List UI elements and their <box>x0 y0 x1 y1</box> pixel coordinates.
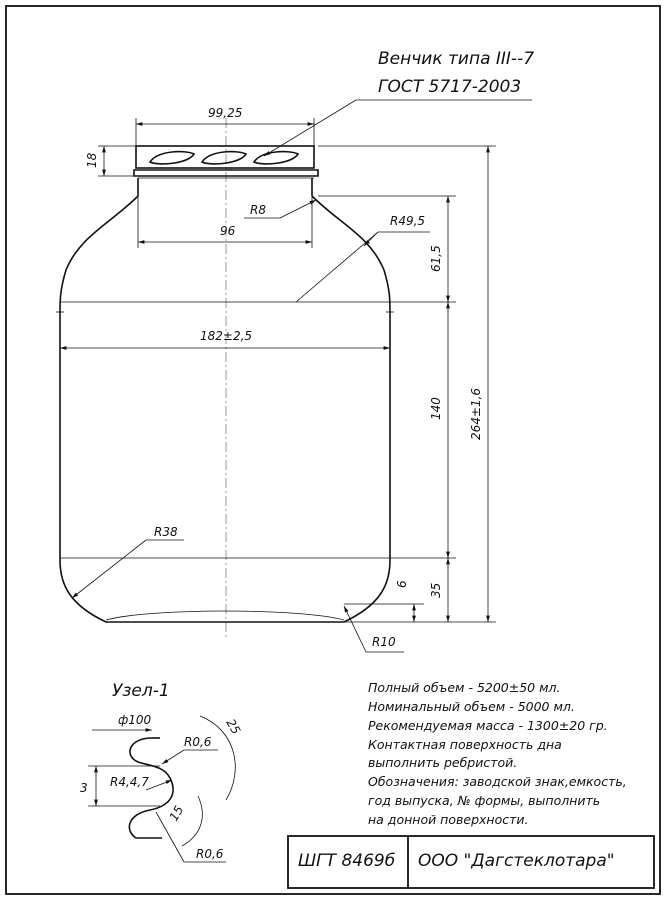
detail-radius-bottom: R0,6 <box>196 847 224 861</box>
detail-radius-mid: R4,4,7 <box>110 775 149 789</box>
detail-angle-top: 25 <box>223 716 244 737</box>
label-body-diameter: 182±2,5 <box>200 329 253 343</box>
stamp-company: ООО "Дагстеклотара" <box>418 851 615 871</box>
label-neck-outer: 99,25 <box>208 106 243 120</box>
dim-shoulder-height <box>429 196 448 302</box>
note-line-7: год выпуска, № формы, выполнить <box>368 793 601 808</box>
label-total-height: 264±1,6 <box>469 387 483 440</box>
dim-bottom-small-height <box>395 580 414 622</box>
dim-total-height <box>469 146 488 622</box>
dim-bottom-height <box>429 558 448 622</box>
drawing-frame <box>6 6 660 894</box>
note-line-2: Номинальный объем - 5000 мл. <box>368 699 575 714</box>
note-line-1: Полный объем - 5200±50 мл. <box>368 680 561 695</box>
dim-shoulder-radius-small <box>244 200 316 218</box>
detail-title: Узел-1 <box>112 681 170 701</box>
detail-height: 3 <box>80 781 88 795</box>
detail-radius-top: R0,6 <box>184 735 212 749</box>
title-stamp <box>288 836 654 888</box>
jar-outline <box>56 146 394 622</box>
label-body-height: 140 <box>429 397 443 420</box>
note-line-4: Контактная поверхность дна <box>368 737 562 752</box>
dim-shoulder-radius-big <box>296 214 430 302</box>
title-line-1: Венчик типа III--7 <box>378 49 535 69</box>
label-neck-height: 18 <box>85 152 99 168</box>
dim-body-height <box>429 302 448 558</box>
note-line-5: выполнить ребристой. <box>368 755 518 770</box>
dim-body-diameter <box>60 329 390 348</box>
note-line-3: Рекомендуемая масса - 1300±20 гр. <box>368 718 608 733</box>
note-line-6: Обозначения: заводской знак,емкость, <box>368 774 627 789</box>
label-bottom-small-height: 6 <box>395 580 409 588</box>
detail-view <box>80 681 243 862</box>
detail-angle-bottom: 15 <box>166 803 187 824</box>
label-r49: R49,5 <box>390 214 426 228</box>
label-r38: R38 <box>154 525 178 539</box>
title-block-label <box>264 49 534 156</box>
title-line-2: ГОСТ 5717-2003 <box>378 77 522 97</box>
label-neck-inner: 96 <box>220 224 236 238</box>
dim-bottom-radius-small <box>344 606 404 652</box>
label-r10: R10 <box>372 635 396 649</box>
dim-neck-height <box>85 146 136 176</box>
note-line-8: на донной поверхности. <box>368 812 529 827</box>
dim-neck-outer <box>136 106 314 146</box>
label-r8: R8 <box>250 203 266 217</box>
label-bottom-height: 35 <box>429 582 443 598</box>
dim-neck-inner <box>138 196 312 248</box>
dim-bottom-radius-big <box>72 525 184 598</box>
label-shoulder-height: 61,5 <box>429 245 443 272</box>
detail-diameter: ф100 <box>118 713 152 727</box>
notes-block <box>368 680 627 827</box>
stamp-code: ШГТ 8469б <box>298 851 396 871</box>
